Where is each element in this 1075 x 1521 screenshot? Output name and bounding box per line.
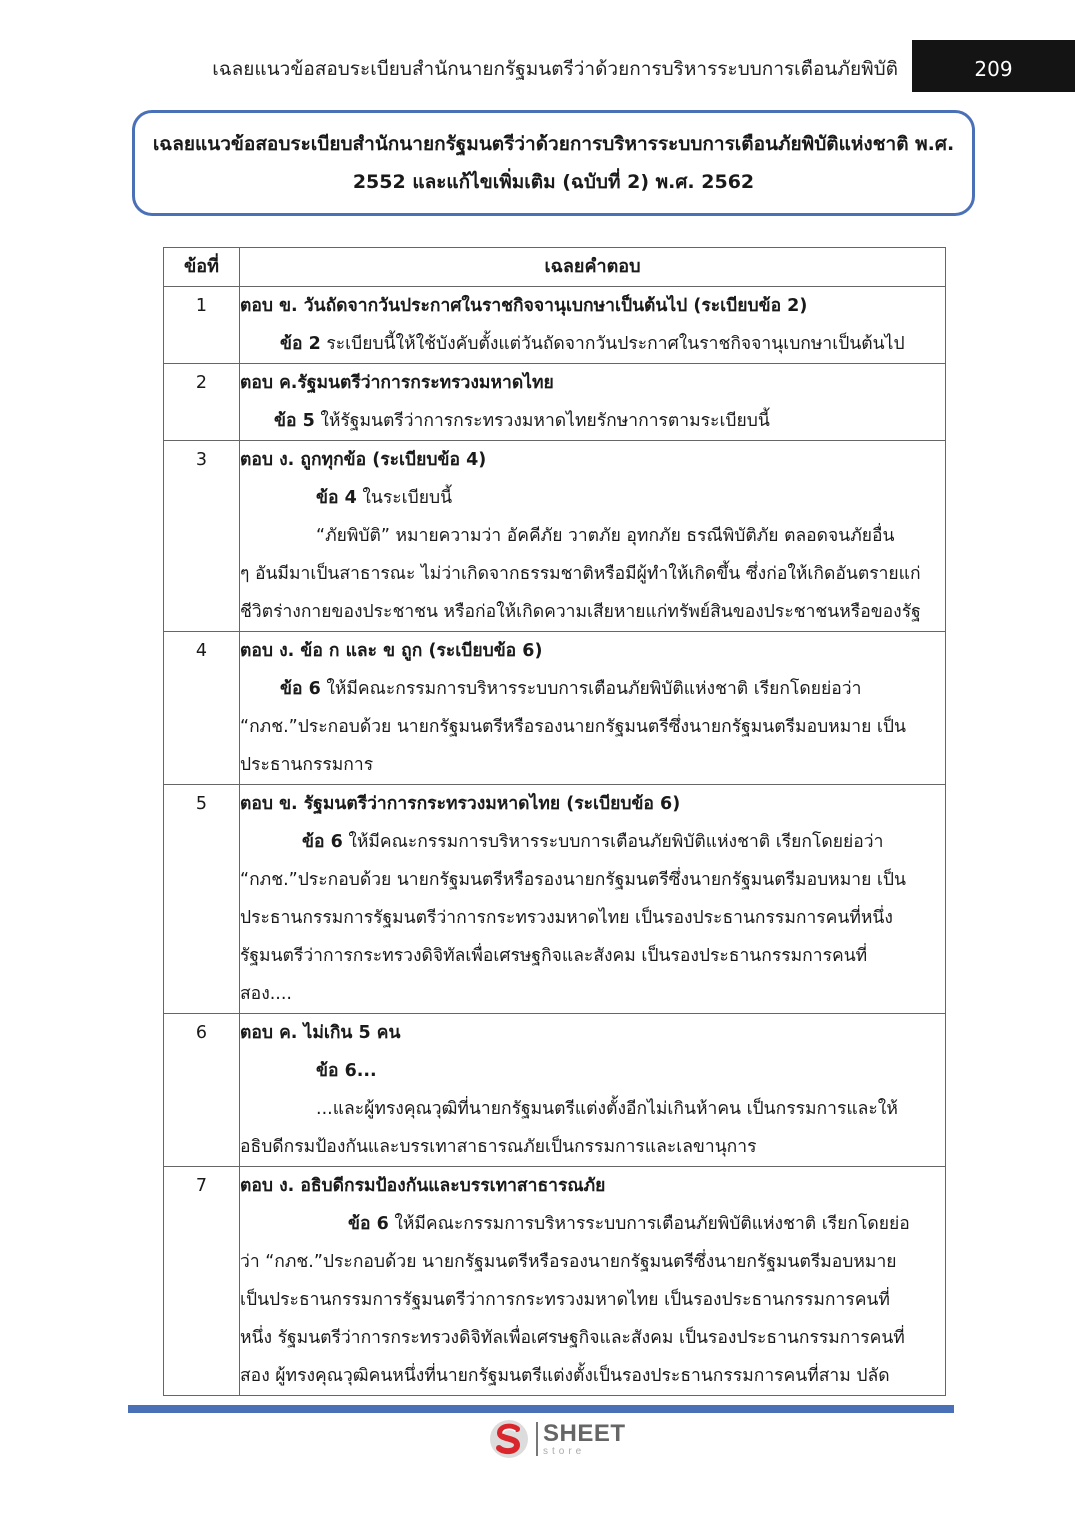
title-line-1: เฉลยแนวข้อสอบระเบียบสำนักนายกรัฐมนตรีว่าด้วยการบริหารระบบการเตือนภัยพิบัติแห่งชาติ พ.ศ. [152,133,955,155]
title-box [132,110,975,216]
table-row [164,1014,946,1167]
explanation-line: ข้อ 6 ให้มีคณะกรรมการบริหารระบบการเตือนภัยพิบัติแห่งชาติ เรียกโดยย่อว่า [280,679,862,699]
logo-divider [536,1422,538,1456]
article-reference: ข้อ 6 [302,832,343,852]
row-number: 3 [164,441,240,632]
explanation-line: ข้อ 4 ในระเบียบนี้ [316,488,453,508]
explanation-line: ข้อ 2 ระเบียบนี้ให้ใช้บังคับตั้งแต่วันถัดจากวันประกาศในราชกิจจานุเบกษาเป็นต้นไป [280,334,905,354]
table-row [164,441,946,632]
table-row [164,785,946,1014]
row-number: 1 [164,287,240,364]
explanation-line: หนึ่ง รัฐมนตรีว่าการกระทรวงดิจิทัลเพื่อเศรษฐกิจและสังคม เป็นรองประธานกรรมการคนที่ [240,1328,905,1348]
row-number: 7 [164,1167,240,1396]
row-number: 2 [164,364,240,441]
explanation-line: ประธานกรรมการรัฐมนตรีว่าการกระทรวงมหาดไทย เป็นรองประธานกรรมการคนที่หนึ่ง [240,908,893,928]
footer-divider [128,1405,954,1413]
article-reference: ข้อ 6 [348,1214,389,1234]
answer-text: ตอบ ง. ถูกทุกข้อ (ระเบียบข้อ 4) [240,450,487,470]
explanation-line: ชีวิตร่างกายของประชาชน หรือก่อให้เกิดความเสียหายแก่ทรัพย์สินของประชาชนหรือของรัฐ [240,602,921,622]
answer-text: ตอบ ข. รัฐมนตรีว่าการกระทรวงมหาดไทย (ระเบียบข้อ 6) [240,794,681,814]
table-row [164,364,946,441]
answer-cell [240,1014,946,1167]
answer-text: ตอบ ค.รัฐมนตรีว่าการกระทรวงมหาดไทย [240,373,554,393]
answer-cell [240,785,946,1014]
article-reference: ข้อ 4 [316,488,357,508]
answer-cell [240,364,946,441]
answer-text: ตอบ ข. วันถัดจากวันประกาศในราชกิจจานุเบกษาเป็นต้นไป (ระเบียบข้อ 2) [240,296,808,316]
explanation-line: ว่า “กภช.”ประกอบด้วย นายกรัฐมนตรีหรือรองนายกรัฐมนตรีซึ่งนายกรัฐมนตรีมอบหมาย [240,1252,897,1272]
answer-text: ตอบ ค. ไม่เกิน 5 คน [240,1023,401,1043]
explanation-line: เป็นประธานกรรมการรัฐมนตรีว่าการกระทรวงมหาดไทย เป็นรองประธานกรรมการคนที่ [240,1290,890,1310]
table-row [164,287,946,364]
logo-word: SHEET [543,1419,626,1447]
row-number: 5 [164,785,240,1014]
row-number: 4 [164,632,240,785]
answer-text: ตอบ ง. ข้อ ก และ ข ถูก (ระเบียบข้อ 6) [240,641,543,661]
explanation-line: “กภช.”ประกอบด้วย นายกรัฐมนตรีหรือรองนายกรัฐมนตรีซึ่งนายกรัฐมนตรีมอบหมาย เป็น [240,717,906,737]
answer-cell [240,1167,946,1396]
sheet-logo-icon [488,1418,530,1460]
explanation-line: ข้อ 6 ให้มีคณะกรรมการบริหารระบบการเตือนภัยพิบัติแห่งชาติ เรียกโดยย่อ [348,1214,910,1234]
explanation-line: สอง ผู้ทรงคุณวุฒิคนหนึ่งที่นายกรัฐมนตรีแต่งตั้งเป็นรองประธานกรรมการคนที่สาม ปลัด [240,1366,890,1386]
column-header-no: ข้อที่ [164,248,240,287]
article-reference: ข้อ 2 [280,334,321,354]
table-row [164,1167,946,1396]
row-number: 6 [164,1014,240,1167]
table-header-row [164,248,946,287]
explanation-line: รัฐมนตรีว่าการกระทรวงดิจิทัลเพื่อเศรษฐกิจและสังคม เป็นรองประธานกรรมการคนที่ [240,946,868,966]
explanation-line: ข้อ 6 ให้มีคณะกรรมการบริหารระบบการเตือนภัยพิบัติแห่งชาติ เรียกโดยย่อว่า [302,832,884,852]
answer-cell [240,441,946,632]
explanation-line: สอง.... [240,984,292,1004]
article-reference: ข้อ 6... [316,1061,377,1081]
table-row [164,632,946,785]
answer-cell [240,287,946,364]
title-line-2: 2552 และแก้ไขเพิ่มเติม (ฉบับที่ 2) พ.ศ. 2562 [352,171,755,193]
explanation-line: อธิบดีกรมป้องกันและบรรเทาสาธารณภัยเป็นกรรมการและเลขานุการ [240,1137,757,1157]
explanation-line: “กภช.”ประกอบด้วย นายกรัฐมนตรีหรือรองนายกรัฐมนตรีซึ่งนายกรัฐมนตรีมอบหมาย เป็น [240,870,906,890]
explanation-line: ข้อ 5 ให้รัฐมนตรีว่าการกระทรวงมหาดไทยรักษาการตามระเบียบนี้ [274,411,770,431]
explanation-line: ประธานกรรมการ [240,755,374,775]
answer-cell [240,632,946,785]
answer-table [163,247,946,1396]
running-header: เฉลยแนวข้อสอบระเบียบสำนักนายกรัฐมนตรีว่าด้วยการบริหารระบบการเตือนภัยพิบัติ [212,58,898,80]
logo-text [543,1419,626,1457]
page-number: 209 [912,40,1075,92]
article-reference: ข้อ 5 [274,411,315,431]
answer-text: ตอบ ง. อธิบดีกรมป้องกันและบรรเทาสาธารณภัย [240,1176,606,1196]
sheet-store-logo [488,1418,626,1460]
article-reference: ข้อ 6 [280,679,321,699]
explanation-line: ๆ อันมีมาเป็นสาธารณะ ไม่ว่าเกิดจากธรรมชาติหรือมีผู้ทำให้เกิดขึ้น ซึ่งก่อให้เกิดอันตรายแก่ [240,564,921,584]
explanation-line: “ภัยพิบัติ” หมายความว่า อัคคีภัย วาตภัย อุทกภัย ธรณีพิบัติภัย ตลอดจนภัยอื่น [316,526,895,546]
logo-subtitle: store [543,1445,586,1457]
column-header-answer: เฉลยคำตอบ [240,248,946,287]
explanation-line: ...และผู้ทรงคุณวุฒิที่นายกรัฐมนตรีแต่งตั้งอีกไม่เกินห้าคน เป็นกรรมการและให้ [316,1099,898,1119]
